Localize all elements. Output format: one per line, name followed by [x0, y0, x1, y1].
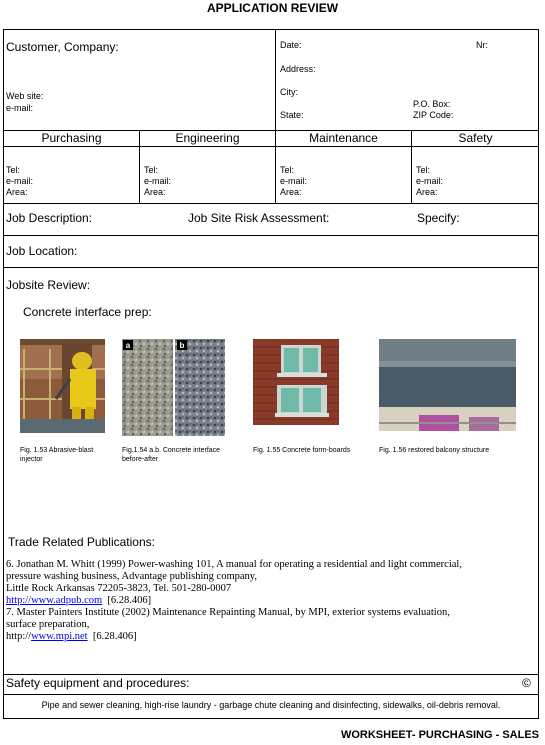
- nr-label: Nr:: [476, 40, 488, 50]
- job-description-label: Job Description:: [6, 211, 93, 225]
- divider: [4, 146, 538, 147]
- application-form: [3, 29, 539, 719]
- form-boards-photo: [253, 339, 339, 425]
- mpi-link[interactable]: www.mpi.net: [31, 631, 88, 642]
- email-label: e-mail:: [6, 176, 34, 186]
- url-prefix: http://: [6, 631, 32, 642]
- figure-caption: Fig. 1.55 Concrete form-boards: [253, 447, 351, 454]
- tel-label: Tel:: [416, 165, 431, 175]
- balcony-photo: [379, 339, 516, 431]
- address-label: Address:: [280, 64, 316, 74]
- tel-label: Tel:: [280, 165, 295, 175]
- tel-label: Tel:: [6, 165, 21, 175]
- figure-caption: Fig.1.54 a.b. Concrete interface before-after: [122, 447, 221, 463]
- abrasive-blast-photo: [20, 339, 105, 433]
- publications-heading: Trade Related Publications:: [8, 535, 155, 549]
- divider: [4, 694, 538, 695]
- publication-link-line: [6, 631, 538, 643]
- publication-link-line: [6, 595, 538, 607]
- figure-caption: Fig. 1.53 Abrasive-blast injector: [20, 447, 94, 463]
- customer-company-label: Customer, Company:: [6, 40, 119, 54]
- divider: [4, 674, 538, 675]
- divider: [275, 30, 276, 203]
- publication-line: 6. Jonathan M. Whitt (1999) Power-washing 101, A manual for operating a residential and light commercial,: [6, 559, 462, 570]
- access-date: [6.28.406]: [92, 631, 137, 642]
- date-label: Date:: [280, 40, 302, 50]
- dept-safety: Safety: [458, 131, 493, 145]
- concrete-prep-subheading: Concrete interface prep:: [23, 305, 152, 319]
- area-label: Area:: [144, 187, 166, 197]
- email-label: e-mail:: [416, 176, 444, 186]
- divider: [4, 267, 538, 268]
- area-label: Area:: [416, 187, 438, 197]
- divider: [4, 203, 538, 204]
- safety-description: Pipe and sewer cleaning, high-rise laundry - garbage chute cleaning and disinfecting, sidewalks, oil-debris removal.: [41, 700, 501, 710]
- risk-assessment-label: Job Site Risk Assessment:: [188, 211, 330, 225]
- publication-line: pressure washing business, Advantage publishing company,: [6, 571, 257, 582]
- safety-label: Safety equipment and procedures:: [6, 676, 190, 690]
- engineering-contact: [144, 165, 171, 198]
- area-label: Area:: [6, 187, 28, 197]
- email-label: e-mail:: [280, 176, 308, 186]
- figure-caption: Fig. 1.56 restored balcony structure: [379, 447, 490, 454]
- figure-tag-a: a: [125, 341, 131, 350]
- dept-purchasing: Purchasing: [41, 131, 102, 145]
- dept-maintenance: Maintenance: [309, 131, 378, 145]
- publication-line: 7. Master Painters Institute (2002) Maintenance Repainting Manual, by MPI, exterior systems evaluation,: [6, 607, 450, 618]
- concrete-before-after-photo: [122, 339, 225, 436]
- safety-contact: [416, 165, 443, 198]
- zip-label: ZIP Code:: [413, 110, 454, 120]
- pobox-label: P.O. Box:: [413, 99, 451, 109]
- state-label: State:: [280, 110, 304, 120]
- adpub-link[interactable]: http://www.adpub.com: [6, 595, 103, 606]
- access-date: [6.28.406]: [107, 595, 152, 606]
- area-label: Area:: [280, 187, 302, 197]
- specify-label: Specify:: [417, 211, 460, 225]
- website-label: Web site:: [6, 91, 44, 101]
- email-label: e-mail:: [144, 176, 172, 186]
- purchasing-contact: [6, 165, 33, 198]
- publication-line: surface preparation,: [6, 619, 90, 630]
- copyright-symbol: ©: [522, 676, 531, 690]
- maintenance-contact: [280, 165, 307, 198]
- footer-title: WORKSHEET- PURCHASING - SALES: [340, 729, 539, 741]
- dept-engineering: Engineering: [175, 131, 240, 145]
- publication-line: Little Rock Arkansas 72205-3823, Tel. 501-280-0007: [6, 583, 232, 594]
- email-label: e-mail:: [6, 103, 34, 113]
- figure-tag-b: b: [179, 341, 185, 350]
- jobsite-review-heading: Jobsite Review:: [6, 278, 91, 292]
- tel-label: Tel:: [144, 165, 159, 175]
- divider: [4, 235, 538, 236]
- page-title: APPLICATION REVIEW: [206, 1, 339, 15]
- city-label: City:: [280, 87, 298, 97]
- job-location-label: Job Location:: [6, 244, 78, 258]
